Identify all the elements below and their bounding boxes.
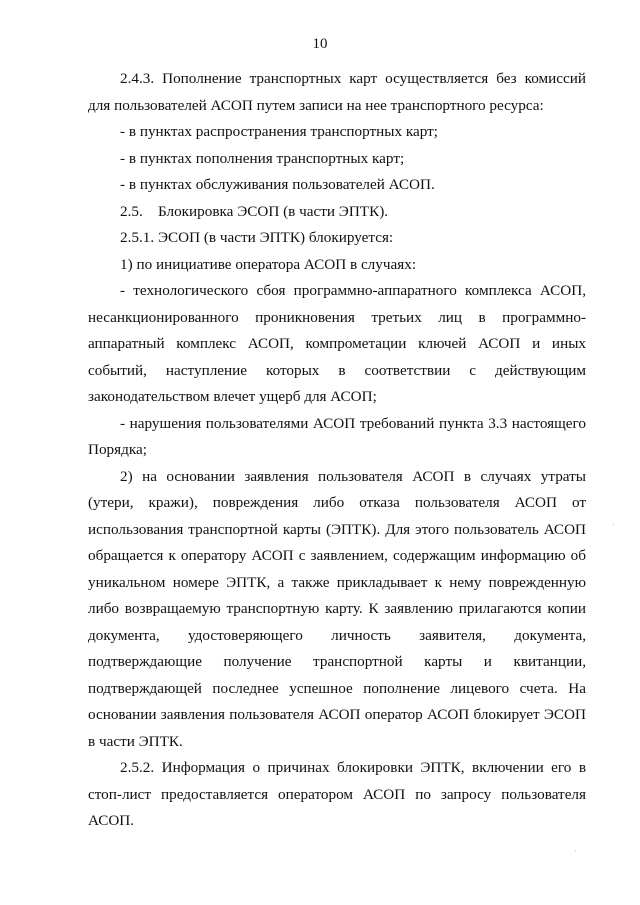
list-item-refill-points: - в пунктах пополнения транспортных карт; (120, 149, 405, 167)
paragraph-technological-failure: - технологического сбоя программно-аппаратного комплекса АСОП, несанкционированного проникновения третьих лиц в программно-аппаратный комплекс АСОП, компрометации ключей АСОП и иных событий, наступление которых в соответствии с действующим законодательством влечет ущерб для АСОП; (88, 282, 586, 405)
page-number: 10 (312, 36, 328, 52)
paragraph-2-5-2: 2.5.2. Информация о причинах блокировки ЭПТК, включении его в стоп-лист предоставляется оператором АСОП по запросу пользователя АСОП. (88, 759, 586, 829)
paragraph-operator-initiative: 1) по инициативе оператора АСОП в случаях: (120, 255, 417, 273)
paragraph-2-5-1: 2.5.1. ЭСОП (в части ЭПТК) блокируется: (120, 229, 394, 246)
paragraph-2-4-3: 2.4.3. Пополнение транспортных карт осуществляется без комиссий для пользователей АСОП путем записи на нее транспортного ресурса: (88, 70, 586, 114)
paragraph-user-application: 2) на основании заявления пользователя АСОП в случаях утраты (утери, кражи), повреждения либо отказа пользователя АСОП от использования транспортной карты (ЭПТК). Для этого пользователь АСОП обращается к оператору АСОП с заявлением, содержащим информацию об уникальном номере ЭПТК, а также прикладывает к нему поврежденную либо возвращаемую транспортную карту. К заявлению прилагаются копии документа, удостоверяющего личность заявителя, документа, подтверждающие получение транспортной карты и квитанции, подтверждающей последнее успешное пополнение лицевого счета. На основании заявления пользователя АСОП оператор АСОП блокирует ЭСОП в части ЭПТК. (88, 467, 586, 750)
scan-artifact: · (574, 846, 577, 856)
document-body (88, 66, 586, 835)
list-item-service-points: - в пунктах обслуживания пользователей АСОП. (120, 176, 435, 193)
scan-artifact: · (612, 520, 615, 530)
section-heading-2-5: 2.5. Блокировка ЭСОП (в части ЭПТК). (120, 202, 389, 220)
list-item-distribution-points: - в пунктах распространения транспортных карт; (120, 123, 439, 140)
paragraph-user-violation: - нарушения пользователями АСОП требований пункта 3.3 настоящего Порядка; (88, 414, 586, 458)
